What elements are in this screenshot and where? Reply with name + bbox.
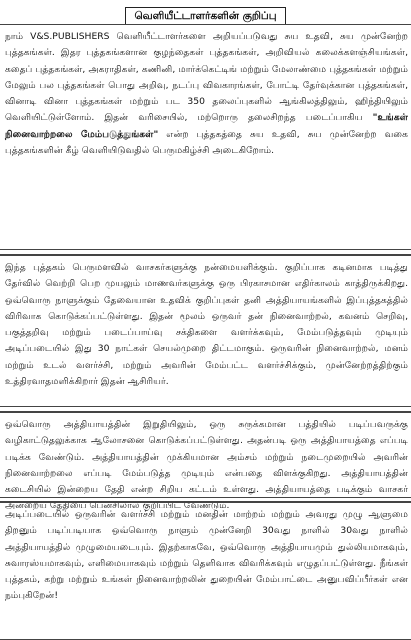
- paragraph-4: அடிப்படையில் ஒருவரின் வளர்ச்சி மற்றும் மனதின் மாற்றம் மற்றும் அவரது முழு ஆளுமை திறனும் படிப்படியாக ஒவ்வொரு நாளும் முன்னேறி 30வது நாளில் 30வது நாளில் அத்தியாயத்தில் முழுமையடையும். இதற்காகவே, ஒவ்வொரு அத்தியாயமும் துல்லியமாகவும், சுவாரஸ்யமாகவும், எளிமையாகவும் மற்றும் தெளிவாக விவரிக்கவும் எழுதப்பட்டுள்ளது. நீங்கள் புத்தகம், கற்று மற்றும் உங்கள் நினைவாற்றலின் துறையின் மேம்பாட்டை அனுபவிப்பீர்கள் என நம்புகிறேன்!: [5, 509, 408, 602]
- book-title-highlight: "உங்கள் நினைவாற்றலை மேம்படுத்துங்கள்": [5, 112, 408, 140]
- page-title: வெளியீட்டாளர்களின் குறிப்பு: [125, 7, 285, 25]
- paragraph-section-2: [0, 254, 411, 407]
- paragraph-1: [5, 29, 408, 159]
- paragraph-1-text-b: என்ற புத்தகத்தை சுய உதவி, சுய முன்னேற்ற வகை புத்தகங்களின் கீழ் வெளியிடுவதில் பெருமகிழ்ச்சி அடைகிறோம்.: [5, 128, 408, 157]
- paragraph-section-4: [0, 501, 411, 640]
- paragraph-section-1: [0, 24, 411, 250]
- title-container: [0, 4, 411, 25]
- paragraph-2: இந்த புத்தகம் பெருமளவில் வாசகர்களுக்கு நன்மையளிக்கும். குறிப்பாக கடினமாக படித்து தேர்வில் வெற்றி பெற முயலும் மாணவர்களுக்கு ஒரு பிரகாசமான எதிர்காலம் காத்திருக்கிறது. ஒவ்வொரு நாளுக்கும் தேவையான உதவிக் குறிப்புகள் தனி அத்தியாயங்களில் இப்புத்தகத்தில் விரிவாக கொடுக்கப்பட்டுள்ளது. இதன் மூலம் ஒருவர் தன் நினைவாற்றல், கவனம் செறிவு, பகுத்தறிவு மற்றும் படைப்பாய்வு சக்திகளை வளர்க்கவும், மேம்படுத்தவும் முடியும் அடிப்படையில் இது 30 நாட்கள் செயல்முறை திட்டமாகும். ஒருவரின் நினைவாற்றல், மனம் மற்றும் உடல் வளர்ச்சி, மற்றும் அவரின் மேம்பட்ட வளர்ச்சிக்கும், முன்னேற்றத்திற்கும் உத்திரவாதமளிக்கிறார் இதன் ஆசிரியர்.: [5, 262, 408, 388]
- paragraph-3: ஒவ்வொரு அத்தியாயத்தின் இறுதியிலும், ஒரு சுருக்கமான பத்தியில் படிப்பவருக்கு வழிகாட்டுதலுக்காக ஆலோசனை கொடுக்கப்பட்டுள்ளது. அதன்படி ஒரு அத்தியாயத்தை எப்படி படிக்க வேண்டும். அத்தியாயத்தின் முக்கியமான அம்சம் மற்றும் நடைமுறையில் அவரின் நினைவாற்றலை எப்படி மேம்படுத்த முடியும் என்பதை விளக்குகிறது. அத்தியாயத்தின் கடைசியில் இன்றைய தேதி என்ற சிறிய கட்டம் உள்ளது. அத்தியாயத்தை படிக்கும் வாசகர் அன்றைய தேதியை பென்சிலால் குறிப்பிட வேண்டும்.: [5, 419, 408, 512]
- paragraph-section-3: [0, 411, 411, 512]
- paragraph-1-text-a: நாம் V&S.PUBLISHERS வெளியீட்டாளர்களை அறியப்படுவது சுய உதவி, சுய முன்னேற்ற புத்தகங்கள். இதர புத்தகங்களான குழந்தைகள் புத்தகங்கள், அறிவியல் கலைக்களஞ்சியங்கள், கதைப் புத்தகங்கள், அகராதிகள், கணினி, மார்க்கெட்டிங் மற்றும் மேலாண்மை புத்தகங்கள் மற்றும் மேலும் பல புத்தகங்கள் பொது அறிவு, நடப்பு விவகாரங்கள், போட்டி தேர்வுக்கான புத்தகங்கள், வினாடி வினா புத்தகங்கள் மற்றும் பட 350 தலைப்புகளில் ஆங்கிலத்திலும், ஹிந்தியிலும் வெளியிட்டுள்ளோம். இதன் வரிசையில், மற்றொரு தலைசிறந்த படைப்பாகிய: [5, 31, 408, 124]
